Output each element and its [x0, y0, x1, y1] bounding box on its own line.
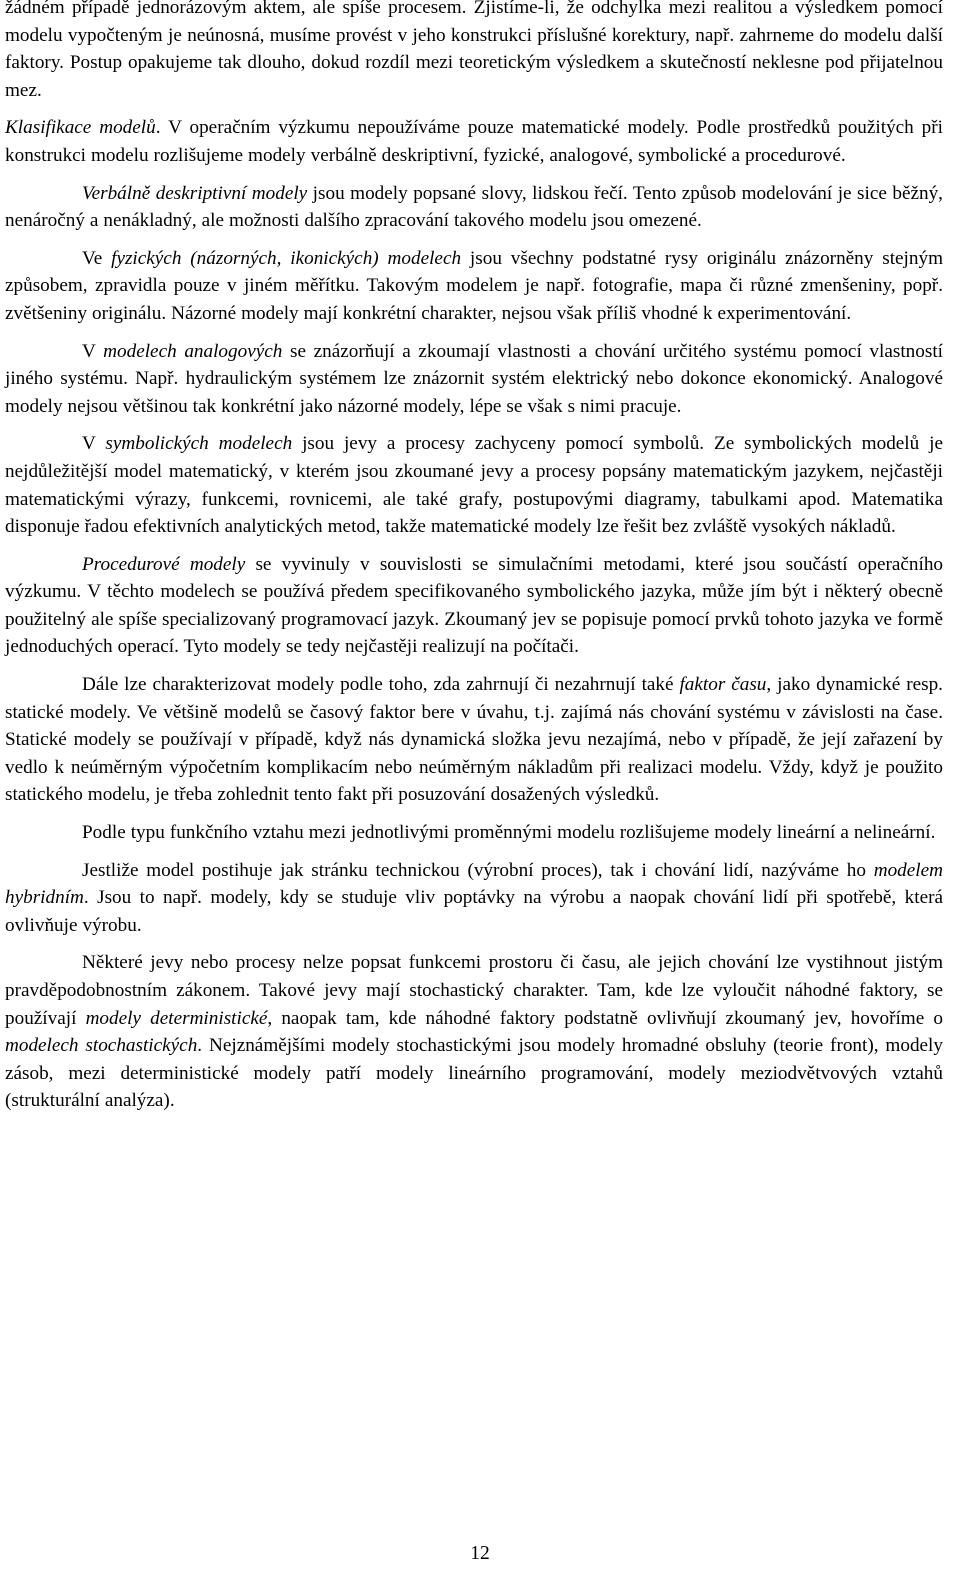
- emphasis-term: faktor času: [679, 674, 767, 696]
- emphasis-term: modelech analogových: [103, 340, 283, 362]
- paragraph-text: se znázorňují a zkoumají vlastnosti a chování určitého systému pomocí vlastností jiného systému. Např. hydraulickým systémem lze znázornit systém elektrický nebo dokonce ekonomický. Analogové modely nejsou většinou tak konkrétní jako názorné modely, lépe se však s nimi pracuje.: [5, 340, 943, 417]
- paragraph-text: jsou modely popsané slovy, lidskou řečí. Tento způsob modelování je sice běžný, nenáročný a nenákladný, ale možnosti dalšího zpracování takového modelu jsou omezené.: [5, 182, 943, 232]
- emphasis-term: Procedurové modely: [82, 553, 246, 575]
- paragraph-text: , naopak tam, kde náhodné faktory podstatně ovlivňují zkoumaný jev, hovoříme o: [267, 1007, 943, 1029]
- paragraph-classification: [5, 114, 943, 169]
- paragraph-verbal-models: [5, 180, 943, 235]
- emphasis-term: modelech stochastických: [5, 1035, 198, 1057]
- paragraph-text: jsou jevy a procesy zachyceny pomocí symbolů. Ze symbolických modelů je nejdůležitější model matematický, v kterém jsou zkoumané jevy a procesy popsány matematickým jazykem, nejčastěji matematickými výrazy, funkcemi, rovnicemi, ale také grafy, postupovými diagramy, tabulkami apod. Matematika disponuje řadou efektivních analytických metod, takže matematické modely lze řešit bez zvláště vysokých nákladů.: [5, 433, 943, 538]
- paragraph-analog-models: [5, 338, 943, 421]
- paragraph-text: V: [82, 340, 104, 362]
- paragraph-intro: [5, 0, 943, 104]
- paragraph-text: jsou všechny podstatné rysy originálu znázorněny stejným způsobem, zpravidla pouze v jiném měřítku. Takovým modelem je např. fotografie, mapa či různé zmenšeniny, popř. zvětšeniny originálu. Názorné modely mají konkrétní charakter, nejsou však příliš vhodné k experimentování.: [5, 247, 943, 324]
- paragraph-text: Podle typu funkčního vztahu mezi jednotlivými proměnnými modelu rozlišujeme modely lineární a nelineární.: [82, 822, 936, 844]
- emphasis-term: modelem hybridním: [5, 859, 943, 909]
- emphasis-term: Verbálně deskriptivní modely: [82, 182, 308, 204]
- paragraph-text: žádném případě jednorázovým aktem, ale spíše procesem. Zjistíme-li, že odchylka mezi realitou a výsledkem pomocí modelu vypočteným je neúnosná, musíme provést v jeho konstrukci příslušné korektury, např. zahrneme do modelu další faktory. Postup opakujeme tak dlouho, dokud rozdíl mezi teoretickým výsledkem a skutečností neklesne pod přijatelnou mez.: [5, 0, 943, 101]
- paragraph-text: , jako dynamické resp. statické modely. Ve většině modelů se časový faktor bere v úvahu, t.j. zajímá nás chování systému v závislosti na čase. Statické modely se používají v případě, když nás dynamická složka jevu nezajímá, nebo v případě, že její zařazení by vedlo k neúměrným výpočetním komplikacím nebo neúměrným nákladům při realizaci modelu. Vždy, když je použito statického modelu, je třeba zohlednit tento fakt při posuzování dosažených výsledků.: [5, 674, 943, 806]
- paragraph-text: se vyvinuly v souvislosti se simulačními metodami, které jsou součástí operačního výzkumu. V těchto modelech se používá předem specifikovaného symbolického jazyka, může jím být i některý obecně použitelný ale spíše specializovaný programovací jazyk. Zkoumaný jev se popisuje pomocí prvků tohoto jazyka ve formě jednoduchých operací. Tyto modely se tedy nejčastěji realizují na počítači.: [5, 553, 944, 658]
- paragraph-text: . V operačním výzkumu nepoužíváme pouze matematické modely. Podle prostředků použitých při konstrukci modelu rozlišujeme modely verbálně deskriptivní, fyzické, analogové, symbolické a procedurové.: [5, 117, 943, 166]
- document-page: [5, 0, 943, 1115]
- paragraph-linear-models: [5, 819, 943, 847]
- paragraph-time-factor: [5, 671, 943, 809]
- paragraph-physical-models: [5, 245, 943, 328]
- paragraph-text: Jestliže model postihuje jak stránku technickou (výrobní proces), tak i chování lidí, nazýváme ho: [82, 859, 874, 881]
- paragraph-text: V: [82, 433, 106, 455]
- paragraph-stochastic-models: [5, 949, 943, 1115]
- paragraph-text: Dále lze charakterizovat modely podle toho, zda zahrnují či nezahrnují také: [82, 674, 680, 696]
- emphasis-term: Klasifikace modelů: [5, 117, 156, 139]
- emphasis-term: symbolických modelech: [105, 433, 293, 455]
- paragraph-text: Ve: [82, 247, 112, 269]
- paragraph-text: Některé jevy nebo procesy nelze popsat funkcemi prostoru či času, ale jejich chování lze vystihnout jistým pravděpodobnostním zákonem. Takové jevy mají stochastický charakter. Tam, kde lze vyloučit náhodné faktory, se používají: [5, 952, 943, 1029]
- page-number: 12: [470, 1543, 490, 1564]
- paragraph-symbolic-models: [5, 430, 943, 540]
- emphasis-term: modely deterministické: [85, 1007, 268, 1029]
- paragraph-text: . Jsou to např. modely, kdy se studuje vliv poptávky na výrobu a naopak chování lidí při spotřebě, která ovlivňuje výrobu.: [5, 887, 943, 936]
- paragraph-text: . Nejznámějšími modely stochastickými jsou modely hromadné obsluhy (teorie front), modely zásob, mezi deterministické modely patří modely lineárního programování, modely meziodvětvových vztahů (strukturální analýza).: [5, 1035, 943, 1112]
- emphasis-term: fyzických (názorných, ikonických) modelech: [111, 247, 462, 269]
- paragraph-procedural-models: [5, 551, 943, 661]
- paragraph-hybrid-models: [5, 857, 943, 940]
